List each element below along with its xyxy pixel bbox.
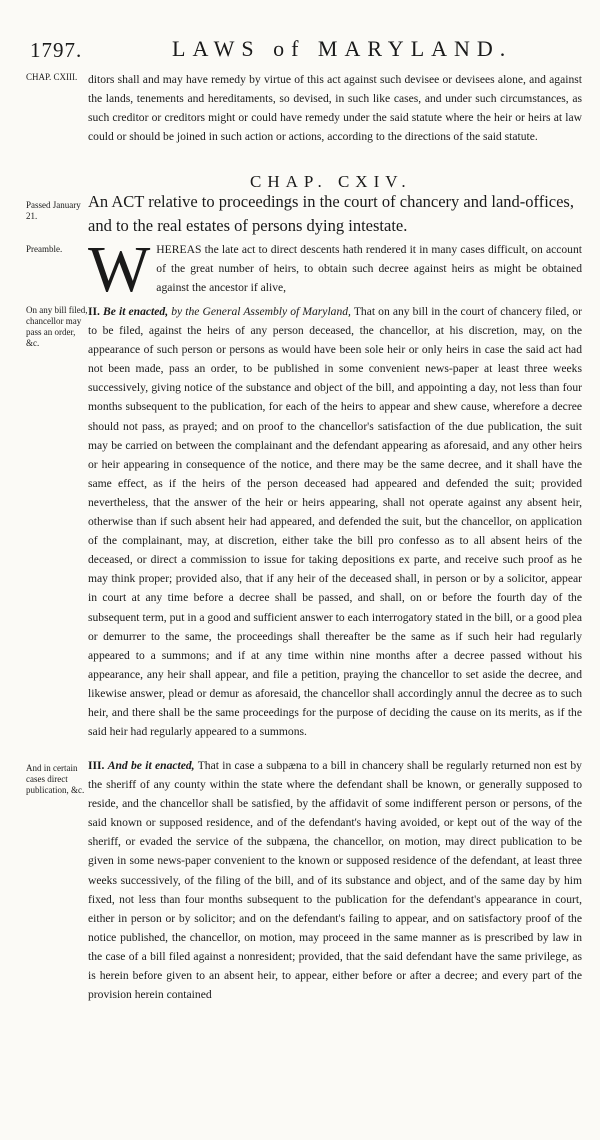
continuation-paragraph: ditors shall and may have remedy by virtue of this act against such devisee or devisees alone, and against the lands, tenements and hereditaments, so devised, in such like cases, and under such circumstances, as such creditor or creditors might or could have remedy under the said statute where the heir or heirs at law could or should be joined in such action or actions, according to the directions of the said statute. [88,73,582,144]
section-two-number: II. [88,305,100,318]
chapter-heading: CHAP. CXIV. [250,172,412,191]
drop-cap: W [88,233,151,306]
section-two-text: That on any bill in the court of chancery filed, or to be filed, against the heirs of any person deceased, the chancellor, at his discretion, may, on the appearance of such person or persons as would have been sole heir or only heirs in case the said act had not been made, pass an order, to be published in some convenient news-paper at least three weeks successively, giving notice of the substance and object of the bill, and appointing a day, not less than four months subsequent to the publication, for each of the heirs to appear and shew cause, wherefore a decree should not pass, as prayed; and on proof to the chancellor's satisfaction of the due publication, the suit may be carried on between the complainant and the defendant appearing as aforesaid, and any other heirs or heir appearing in consequence of the notice, and there may be the same decree, and it shall have the same effect, as if the heirs of the person deceased had appeared and defended the suit; provided nevertheless, that the answer of the heir or heirs appearing, shall not operate against any absent heir, otherwise than if such absent heir had appeared, and defended the suit, but the chancellor, on application of the complainant, may, at discretion, either take the bill pro confesso as to all absent heirs of the deceased, or direct a commission to issue for taking depositions ex parte, and receive such proof as he may think proper; provided also, that if any heir of the deceased shall, in person or by a solicitor, appear in court at any time before a decree shall be passed, and shall, on or before the fourth day of the subsequent term, put in a good and sufficient answer to each interrogatory stated in the bill, or a good plea or demurrer to the same, the proceedings shall thereafter be the same as if such heir had regularly appeared to a summons; and if at any time within nine months after a decree passed without his appearance, any heir shall appear, and file a petition, praying the chancellor to set aside the decree, and likewise answer, plead or demur as aforesaid, the chancellor shall accordingly annul the decree as to such heir, and there shall be the same proceedings for the purpose of deciding the cause on its merits, as if the said heir had regularly appeared to a summons. [88,305,582,739]
section-two-paragraph [88,302,582,741]
act-title: An ACT relative to proceedings in the court of chancery and land-offices, and to the real estates of persons dying intestate. [88,192,574,235]
margin-note-publication: And in certain cases direct publication, &c. [26,763,85,795]
section-three-lead: And be it enacted, [107,759,195,772]
section-two-lead: Be it enacted, [103,305,169,318]
section-three-paragraph [88,756,582,1004]
page-year: 1797. [30,38,83,62]
section-three-text: That in case a subpæna to a bill in chancery shall be regularly returned non est by the sheriff of any county within the state where the defendant shall be known, or generally supposed to reside, and the chancellor shall be satisfied, by the affidavit of some indifferent person or persons, of the said known or supposed residence, and of the defendant's having avoided, or kept out of the way of the sheriff, or evaded the service of the subpæna, the chancellor, on motion, may direct publication to be given in some news-paper convenient to the known or supposed residence of the defendant, at least three weeks successively, of the filing of the bill, and of its substance and object, and of the same day by him fixed, not less than four months subsequent to the publication for the defendant's appearance in court, either in person or by solicitor; and on the defendant's failing to appear, and on satisfactory proof of the notice published, the chancellor, on motion, may proceed in the same manner as is prescribed by law in the case of a bill filed against a nonresident; provided, that the said defendant have the same privilege, as is herein before given to an absent heir, to appear, either before or after a decree; and every part of the provision herein contained [88,759,582,1002]
margin-note-preamble: Preamble. [26,244,63,254]
preamble-paragraph [88,233,582,306]
section-three-number: III. [88,759,105,772]
margin-note-chap-ref: CHAP. CXIII. [26,72,78,82]
margin-note-bill: On any bill filed, chancellor may pass an order, &c. [26,305,88,348]
preamble-text: HEREAS the late act to direct descents hath rendered it in many cases difficult, on account of the great number of heirs, to obtain such decree against heirs as might be obtained against the ancestor if alive, [156,243,582,295]
running-title: LAWS of MARYLAND. [172,36,513,61]
page-header [22,32,582,66]
section-two-authority: by the General Assembly of Maryland, [171,305,351,318]
margin-note-passed: Passed January 21. [26,200,81,221]
